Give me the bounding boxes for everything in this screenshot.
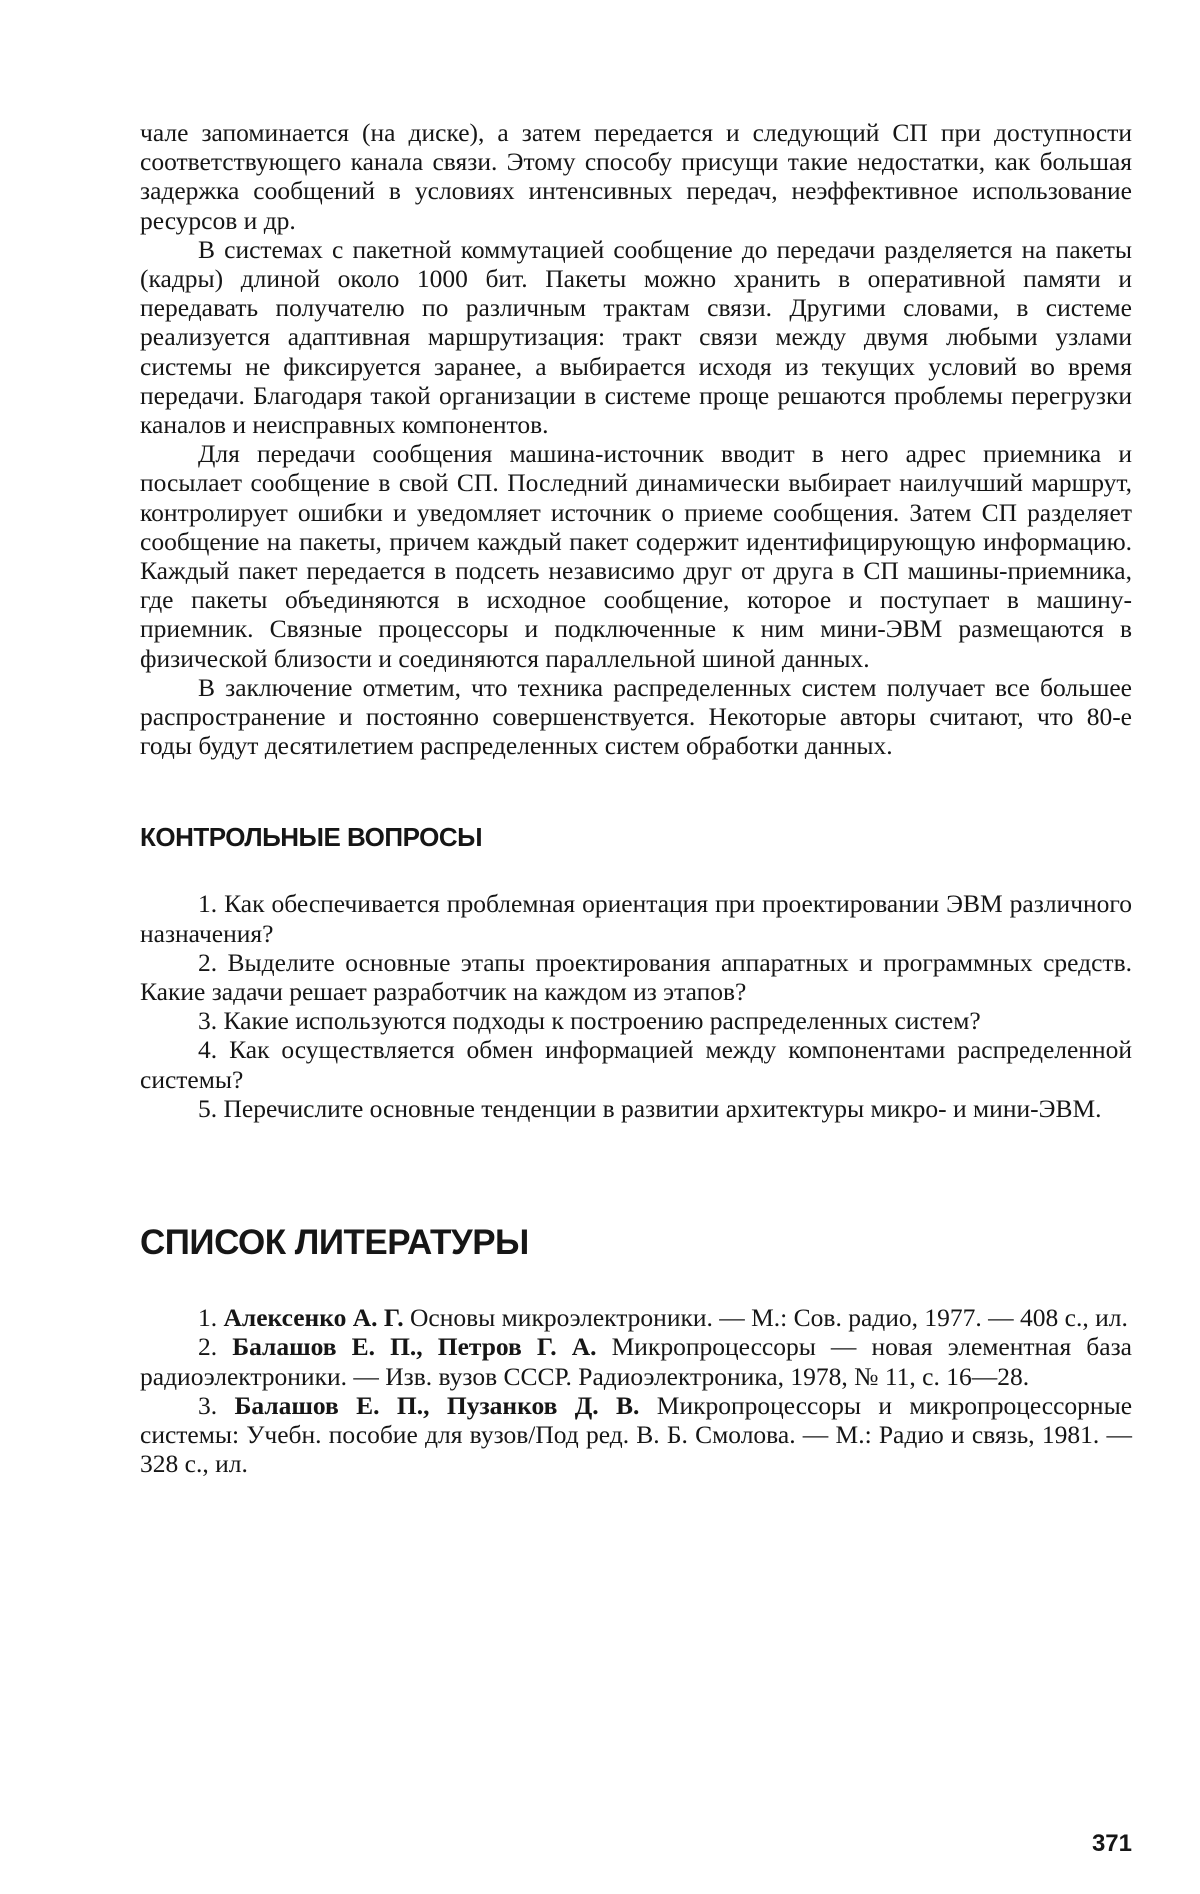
body-paragraph: В системах с пакетной коммутацией сообщение до передачи разделяется на пакеты (кадры) длиной около 1000 бит. Пакеты можно хранить в оперативной памяти и передавать получателю по различным трактам связи. Другими словами, в системе реализуется адаптивная маршрутизация: тракт связи между двумя любыми узлами системы не фиксируется заранее, а выбирается исходя из текущих условий во время передачи. Благодаря такой организации в системе проще решаются проблемы перегрузки каналов и неисправных компонентов. — [140, 234, 1132, 440]
reference-number: 3. — [198, 1390, 218, 1420]
body-paragraph: В заключение отметим, что техника распределенных систем получает все большее распространение и постоянно совершенствуется. Некоторые авторы считают, что 80-е годы будут десятилетием распределенных систем обработки данных. — [140, 672, 1132, 761]
question-item: 2. Выделите основные этапы проектирования аппаратных и программных средств. Какие задачи решает разработчик на каждом из этапов? — [140, 947, 1132, 1007]
reference-authors: Балашов Е. П., Петров Г. А. — [232, 1332, 597, 1362]
document-page — [140, 118, 1132, 1478]
reference-text: Микропроцессоры и микропроцессорные системы: Учебн. пособие для вузов/Под ред. В. Б. Смолова. — М.: Радио и связь, 1981. — 328 с., ил. — [140, 1390, 1133, 1479]
body-paragraph: Для передачи сообщения машина-источник вводит в него адрес приемника и посылает сообщение в свой СП. Последний динамически выбирает наилучший маршрут, контролирует ошибки и уведомляет источник о приеме сообщения. Затем СП разделяет сообщение на пакеты, причем каждый пакет содержит идентифицирующую информацию. Каждый пакет передается в подсеть независимо друг от друга в СП машины-приемника, где пакеты объединяются в исходное сообщение, которое и поступает в машину-приемник. Связные процессоры и подключенные к ним мини-ЭВМ размещаются в физической близости и соединяются параллельной шиной данных. — [140, 439, 1132, 673]
reference-authors: Балашов Е. П., Пузанков Д. В. — [234, 1390, 640, 1420]
reference-number: 2. — [198, 1332, 218, 1362]
reference-authors: Алексенко А. Г. — [223, 1303, 404, 1333]
reference-item — [140, 1391, 1132, 1479]
question-item: 4. Как осуществляется обмен информацией между компонентами распределенной системы? — [140, 1035, 1132, 1094]
question-item: 1. Как обеспечивается проблемная ориентация при проектировании ЭВМ различного назначения? — [140, 889, 1132, 948]
reference-text: Микропроцессоры — новая элементная база радиоэлектроники. — Изв. вузов СССР. Радиоэлектроника, 1978, № 11, с. 16—28. — [140, 1332, 1132, 1391]
body-paragraph: чале запоминается (на диске), а затем передается и следующий СП при доступности соответствующего канала связи. Этому способу присущи такие недостатки, как большая задержка сообщений в условиях интенсивных передач, неэффективное использование ресурсов и др. — [140, 118, 1132, 235]
question-item: 3. Какие используются подходы к построению распределенных систем? — [198, 1006, 981, 1036]
reference-text: Основы микроэлектроники. — М.: Сов. радио, 1977. — 408 с., ил. — [409, 1303, 1128, 1333]
references-heading: СПИСОК ЛИТЕРАТУРЫ — [140, 1223, 529, 1263]
reference-item — [140, 1303, 1132, 1332]
question-item: 5. Перечислите основные тенденции в развитии архитектуры микро- и мини-ЭВМ. — [198, 1093, 1102, 1123]
page-number: 371 — [1091, 1830, 1132, 1857]
control-questions-list — [140, 889, 1132, 1123]
control-questions-heading: КОНТРОЛЬНЫЕ ВОПРОСЫ — [140, 822, 483, 853]
reference-number: 1. — [198, 1303, 218, 1333]
reference-item — [140, 1332, 1132, 1390]
references-list — [140, 1303, 1132, 1478]
